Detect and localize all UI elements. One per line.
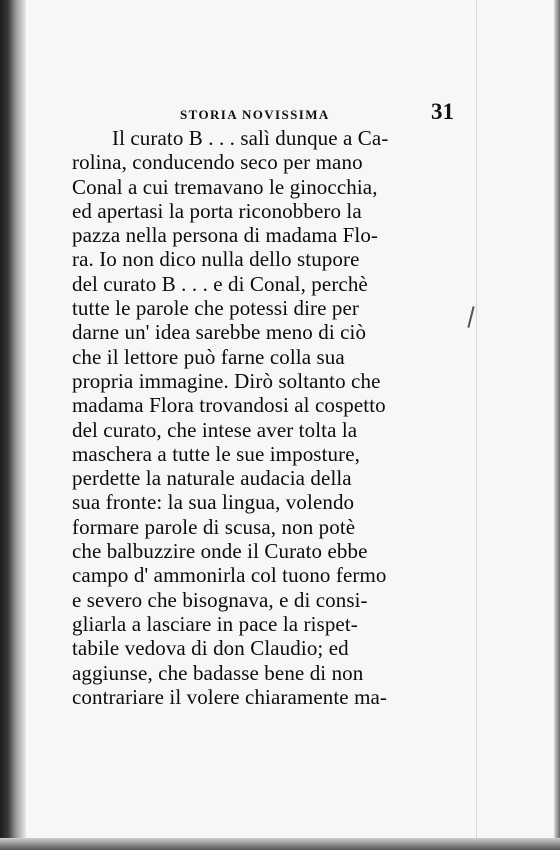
- text-line: che il lettore può farne colla sua: [72, 344, 345, 369]
- text-line: propria immagine. Dirò soltanto che: [72, 368, 381, 393]
- text-line: pazza nella persona di madama Flo-: [72, 223, 379, 248]
- text-line: Conal a cui tremavano le ginocchia,: [72, 174, 378, 199]
- page-right-edge: [554, 0, 560, 850]
- book-spine-shadow: [0, 0, 26, 850]
- text-line: tabile vedova di don Claudio; ed: [72, 636, 349, 661]
- text-line: tutte le parole che potessi dire per: [72, 296, 359, 321]
- text-line: perdette la naturale audacia della: [72, 466, 352, 491]
- text-line: gliarla a lasciare in pace la rispet-: [72, 611, 358, 636]
- text-line: Il curato B . . . salì dunque a Ca-: [112, 126, 389, 150]
- text-line: ra. Io non dico nulla dello stupore: [72, 247, 360, 272]
- body-text: [72, 126, 462, 709]
- text-line: ed apertasi la porta riconobbero la: [72, 198, 362, 223]
- text-line: del curato, che intese aver tolta la: [72, 417, 358, 442]
- text-line: che balbuzzire onde il Curato ebbe: [72, 539, 368, 564]
- text-line: del curato B . . . e di Conal, perchè: [72, 271, 368, 296]
- text-line: maschera a tutte le sue imposture,: [72, 441, 360, 466]
- margin-pencil-mark: [467, 306, 474, 328]
- text-line: aggiunse, che badasse bene di non: [72, 660, 364, 685]
- page-fold-line: [476, 0, 477, 850]
- text-line: rolina, conducendo seco per mano: [72, 150, 363, 175]
- text-line: contrariare il volere chiaramente ma-: [72, 684, 388, 709]
- running-title: STORIA NOVISSIMA: [180, 107, 330, 122]
- page-bottom-edge: [0, 838, 560, 850]
- text-line: darne un' idea sarebbe meno di ciò: [72, 320, 367, 345]
- text-line: e severo che bisognava, e di consi-: [72, 587, 368, 612]
- text-line: madama Flora trovandosi al cospetto: [72, 393, 386, 418]
- page-number: 31: [431, 99, 454, 124]
- text-line: sua fronte: la sua lingua, volendo: [72, 490, 355, 515]
- text-line: formare parole di scusa, non potè: [72, 514, 356, 539]
- text-line: campo d' ammonirla col tuono fermo: [72, 563, 387, 588]
